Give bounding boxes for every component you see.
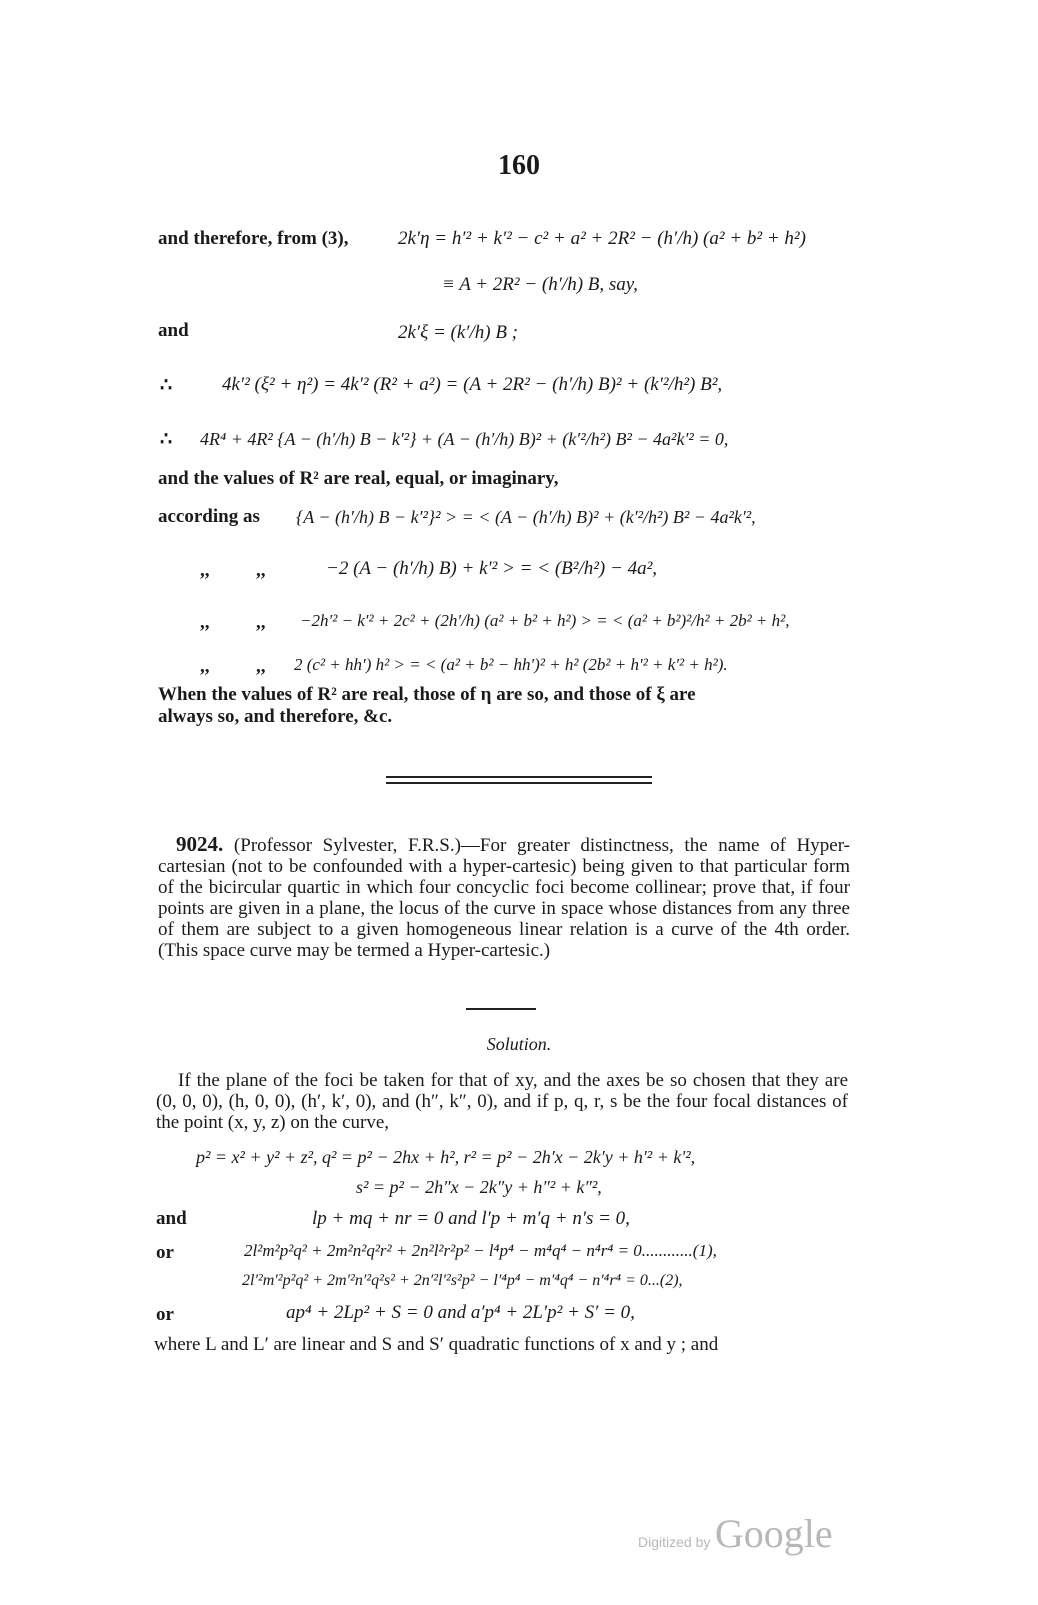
section-divider: [386, 782, 652, 784]
short-divider: [466, 1008, 536, 1010]
condition-4: 2 (c² + hh′) h² > = < (a² + b² − hh′)² + h² (2b² + h′² + k′² + h²).: [294, 655, 728, 674]
according-label: according as: [158, 506, 260, 527]
intro-text: and therefore, from (3),: [158, 228, 349, 249]
question-text: (Professor Sylvester, F.R.S.)—For greater distinctness, the name of Hyper-cartesian (not to be confounded with a hyper-cartesic) being given to that particular form of the bicircular quartic in which four concyclic foci become collinear; prove that, if four points are given in a plane, the locus of the curve in space whose distances from any three of them are subject to a given homogeneous linear relation is a curve of the 4th order. (This space curve may be termed a Hyper-cartesic.): [158, 835, 851, 961]
condition-3: −2h′² − k′² + 2c² + (2h′/h) (a² + b² + h²) > = < (a² + b²)²/h² + 2b² + h²,: [300, 611, 790, 630]
and-label: and: [156, 1208, 187, 1229]
solution-equation-6: ap⁴ + 2Lp² + S = 0 and a′p⁴ + 2L′p² + S′ = 0,: [286, 1302, 635, 1323]
equation-2: ≡ A + 2R² − (h′/h) B, say,: [442, 274, 638, 295]
equation-5: 4R⁴ + 4R² {A − (h′/h) B − k′²} + (A − (h′/h) B)² + (k′²/h²) B² − 4a²k′² = 0,: [200, 429, 729, 449]
or-label: or: [156, 1242, 174, 1263]
equation-3: 2k′ξ = (k′/h) B ;: [398, 322, 519, 343]
values-text: and the values of R² are real, equal, or imaginary,: [158, 468, 559, 489]
conclusion-line-2: always so, and therefore, &c.: [158, 706, 393, 727]
equation-4: 4k′² (ξ² + η²) = 4k′² (R² + a²) = (A + 2R² − (h′/h) B)² + (k′²/h²) B²,: [222, 374, 723, 395]
therefore-symbol-1: ∴: [160, 375, 173, 396]
conclusion-line-1: When the values of R² are real, those of η are so, and those of ξ are: [158, 684, 696, 705]
and-label: and: [158, 320, 189, 341]
solution-equation-1: p² = x² + y² + z², q² = p² − 2hx + h², r² = p² − 2h′x − 2k′y + h′² + k′²,: [196, 1147, 696, 1167]
ditto-mark: ,,: [200, 612, 210, 633]
condition-1: {A − (h′/h) B − k′²}² > = < (A − (h′/h) B)² + (k′²/h²) B² − 4a²k′²,: [296, 507, 756, 527]
section-divider: [386, 776, 652, 778]
solution-paragraph: If the plane of the foci be taken for that of xy, and the axes be so chosen that they are (0, 0, 0), (h, 0, 0), (h′, k′, 0), and (h″, k″, 0), and if p, q, r, s be the four focal distances of the point (x, y, z) on the curve,: [156, 1070, 848, 1133]
google-logo: Google: [714, 1511, 833, 1556]
ditto-mark: ,,: [256, 656, 266, 677]
therefore-symbol-2: ∴: [160, 429, 173, 450]
or-label: or: [156, 1304, 174, 1325]
solution-last-line: where L and L′ are linear and S and S′ quadratic functions of x and y ; and: [154, 1334, 719, 1355]
ditto-mark: ,,: [256, 560, 266, 581]
solution-heading: Solution.: [486, 1034, 552, 1054]
question-paragraph: [158, 834, 850, 961]
solution-equation-3: lp + mq + nr = 0 and l′p + m′q + n′s = 0,: [312, 1208, 630, 1229]
digitized-watermark: [638, 1510, 833, 1557]
solution-equation-5: 2l′²m′²p²q² + 2m′²n′²q²s² + 2n′²l′²s²p² − l′⁴p⁴ − m′⁴q⁴ − n′⁴r⁴ = 0...(2),: [242, 1272, 683, 1289]
question-number: 9024.: [176, 832, 224, 856]
ditto-mark: ,,: [200, 656, 210, 677]
digitized-label: Digitized by: [638, 1534, 711, 1550]
ditto-mark: ,,: [200, 560, 210, 581]
page-number: 160: [498, 150, 540, 181]
ditto-mark: ,,: [256, 612, 266, 633]
equation-1: 2k′η = h′² + k′² − c² + a² + 2R² − (h′/h) (a² + b² + h²): [398, 228, 806, 249]
solution-equation-4: 2l²m²p²q² + 2m²n²q²r² + 2n²l²r²p² − l⁴p⁴ − m⁴q⁴ − n⁴r⁴ = 0............(1),: [244, 1241, 717, 1260]
condition-2: −2 (A − (h′/h) B) + k′² > = < (B²/h²) − 4a²,: [326, 558, 658, 579]
solution-equation-2: s² = p² − 2h″x − 2k″y + h″² + k″²,: [356, 1177, 602, 1197]
